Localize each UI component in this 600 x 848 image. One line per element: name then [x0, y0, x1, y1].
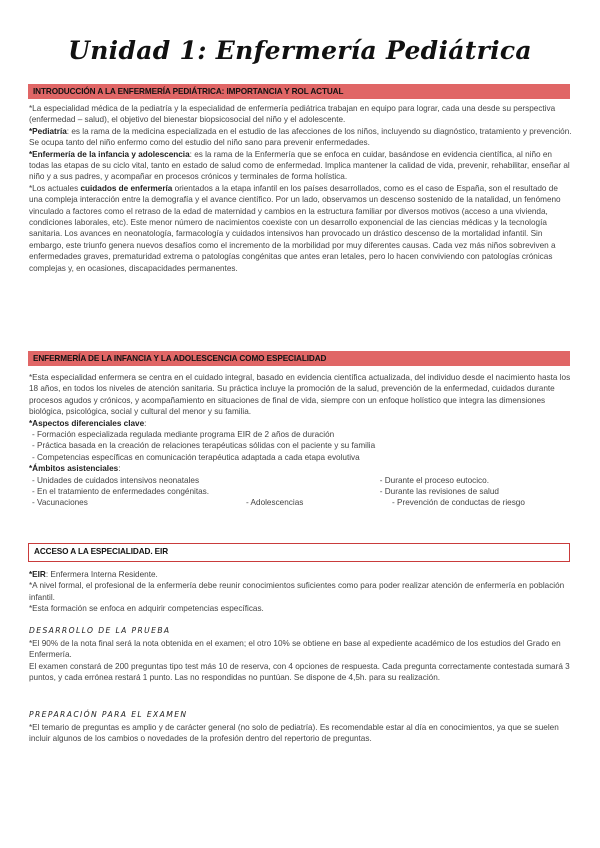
ambitos-right	[380, 475, 499, 498]
preparacion-body	[29, 722, 572, 745]
intro-paragraph-1: *La especialidad médica de la pediatría y la especialidad de enfermería pediátrica trabajan en equipo para lograr, cada una desde su perspectiva (enfermedad – salud), el objetivo del bienestar biopsicosocial del niño y el adolescente.	[29, 104, 556, 125]
ambitos-title: *Ámbitos asistenciales:	[29, 464, 121, 474]
ambito-item: - Adolescencias	[246, 498, 304, 508]
ambito-item: - Vacunaciones	[32, 498, 88, 508]
desarrollo-paragraph-2: El examen constará de 200 preguntas tipo test más 10 de reserva, con 4 opciones de respuesta. Cada pregunta correctamente contestada sumará 3 puntos, y cada errónea restará 1 punto. Las no respondidas no puntúan. Se dispone de 4,5h. para su realización.	[29, 661, 570, 683]
eir-line-2: *A nivel formal, el profesional de la enfermería debe reunir conocimientos suficientes como para poder realizar atención de enfermería en población infantil.	[29, 581, 565, 602]
subheading-preparacion: PREPARACIÓN PARA EL EXAMEN	[29, 710, 188, 719]
section-header-specialty: ENFERMERÍA DE LA INFANCIA Y LA ADOLESCENCIA COMO ESPECIALIDAD	[28, 351, 570, 366]
ambito-item: - Durante las revisiones de salud	[379, 487, 499, 497]
intro-paragraph-4: *Los actuales cuidados de enfermería orientados a la etapa infantil en los países desarrollados, como es el caso de España, son el resultado de una compleja interacción entre la demografía y el avance científico. Por un lado, observamos un descenso sostenido de la natalidad, un fenómeno vinculado a factores como el retraso de la edad de maternidad y cambios en la estructura familiar por diversos motivos (acceso a una vivienda, condiciones laborales, etc). Este menor número de nacimientos coexiste con un desarrollo exponencial de las ciencias médicas y la tecnología sanitaria. Los avances en neonatología, farmacología y cuidados intensivos han provocado un drástico descenso de la mortalidad infantil. Sin embargo, este triunfo genera nuevos desafíos como el incremento de la morbilidad por muy diferentes causas. Cada vez más niños sobreviven a enfermedades graves, prematuridad extrema o patologías congénitas que antes eran letales, pero lo hacen conviviendo con patologías crónicas complejas y, en ocasiones, discapacidades permanentes.	[29, 183, 561, 273]
section-eir-body	[29, 569, 572, 615]
ambito-item: - Unidades de cuidados intensivos neonatales	[32, 475, 200, 485]
eir-line-3: *Esta formación se enfoca en adquirir competencias específicas.	[29, 604, 264, 614]
specialty-paragraph: *Esta especialidad enfermera se centra en el cuidado integral, basado en evidencia científica actualizada, del individuo desde el nacimiento hasta los 18 años, en todos los niveles de atención sanitaria. Su práctica incluye la promoción de la salud, prevención de la enfermedad, cuidados durante procesos agudos y crónicos, y acompañamiento en situaciones de final de vida, siempre con un enfoque holístico que integra las dimensiones biológica, psicológica, social y cultural del menor y su familia.	[29, 373, 571, 417]
aspects-title: *Aspectos diferenciales clave:	[29, 418, 147, 428]
section-specialty-body	[29, 372, 572, 509]
aspect-item: - Práctica basada en la creación de relaciones terapéuticas sólidas con el paciente y su familia	[32, 441, 376, 451]
ambitos-columns	[29, 475, 572, 498]
aspect-item: - Formación especializada regulada mediante programa EIR de 2 años de duración	[32, 430, 335, 440]
section-intro-body	[29, 103, 572, 274]
eir-line-1: *EIR: Enfermera Interna Residente.	[29, 570, 158, 579]
section-header-eir: ACCESO A LA ESPECIALIDAD. EIR	[28, 543, 570, 562]
page-title: Unidad 1: Enfermería Pediátrica	[68, 36, 532, 65]
intro-paragraph-2: *Pediatría: es la rama de la medicina especializada en el estudio de las afecciones de los niños, incluyendo su diagnóstico, tratamiento y prevención. Se ocupa tanto del niño enfermo como del estudio del niño sano para prevenir enfermedades.	[29, 126, 572, 148]
subheading-desarrollo: DESARROLLO DE LA PRUEBA	[29, 626, 171, 635]
ambito-item: - Prevención de conductas de riesgo	[392, 498, 525, 508]
preparacion-paragraph: *El temario de preguntas es amplio y de carácter general (no solo de pediatría). Es recomendable estar al día en conocimientos, ya que se suelen incluir algunos de los cambios o novedades de la profesión dentro del repertorio de preguntas.	[29, 723, 559, 744]
section-header-intro: INTRODUCCIÓN A LA ENFERMERÍA PEDIÁTRICA: IMPORTANCIA Y ROL ACTUAL	[28, 84, 570, 99]
ambito-item: - En el tratamiento de enfermedades congénitas.	[32, 487, 210, 497]
ambito-item: - Durante el proceso eutocico.	[379, 475, 489, 485]
ambitos-left	[32, 475, 209, 498]
aspect-item: - Competencias específicas en comunicación terapéutica adaptada a cada etapa evolutiva	[32, 452, 360, 462]
desarrollo-paragraph-1: *El 90% de la nota final será la nota obtenida en el examen; el otro 10% se obtiene en base al expediente académico de los estudios del Grado en Enfermería.	[29, 639, 561, 660]
desarrollo-body	[29, 638, 572, 684]
intro-paragraph-3: *Enfermería de la infancia y adolescencia: es la rama de la Enfermería que se enfoca en cuidar, basándose en evidencia científica, al niño en todas las etapas de su ciclo vital, tanto en estado de salud como de enfermedad. Implica mantener la calidad de vida, prevenir, rehabilitar, enseñar al niño y a sus padres, y acompañar en procesos crónicos y terminales de forma holística.	[29, 149, 570, 182]
ambitos-row	[29, 497, 572, 508]
